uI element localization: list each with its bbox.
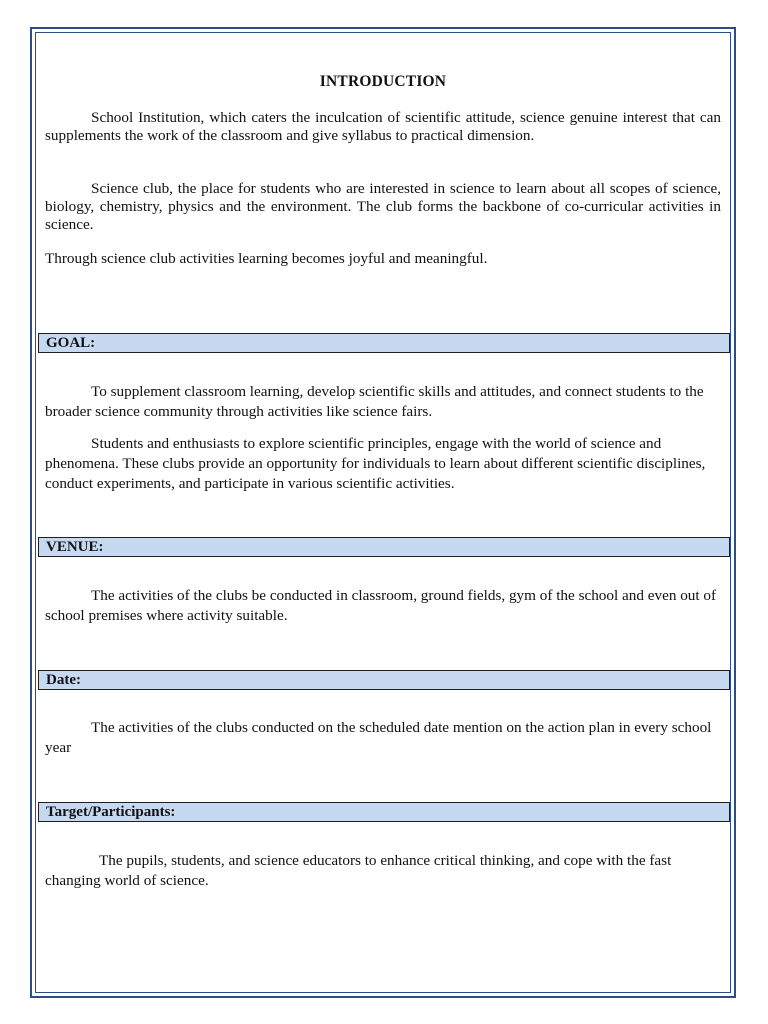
goal-paragraph-2: Students and enthusiasts to explore scientific principles, engage with the world of science and phenomena. These clubs provide an opportunity for individuals to learn about different scientific disciplines, conduct experiments, and participate in various scientific activities. xyxy=(45,435,706,492)
intro-paragraph-2: Science club, the place for students who are interested in science to learn about all scopes of science, biology, chemistry, physics and the environment. The club forms the backbone of co-curricular activities in science. xyxy=(45,180,721,233)
venue-paragraph: The activities of the clubs be conducted in classroom, ground fields, gym of the school and even out of school premises where activity suitable. xyxy=(45,587,717,624)
document-title: INTRODUCTION xyxy=(319,73,447,90)
date-paragraph: The activities of the clubs conducted on the scheduled date mention on the action plan in every school year xyxy=(45,719,712,756)
intro-paragraph-1: School Institution, which caters the inculcation of scientific attitude, science genuine interest that can supplements the work of the classroom and give syllabus to practical dimension. xyxy=(45,109,721,144)
goal-paragraph-1: To supplement classroom learning, develop scientific skills and attitudes, and connect students to the broader science community through activities like science fairs. xyxy=(45,383,704,420)
venue-heading: VENUE: xyxy=(38,537,730,557)
page-border-inner xyxy=(35,32,731,993)
target-heading: Target/Participants: xyxy=(38,802,730,822)
intro-paragraph-3: Through science club activities learning becomes joyful and meaningful. xyxy=(45,250,488,267)
goal-heading: GOAL: xyxy=(38,333,730,353)
target-paragraph: The pupils, students, and science educators to enhance critical thinking, and cope with the fast changing world of science. xyxy=(45,852,672,889)
date-heading: Date: xyxy=(38,670,730,690)
